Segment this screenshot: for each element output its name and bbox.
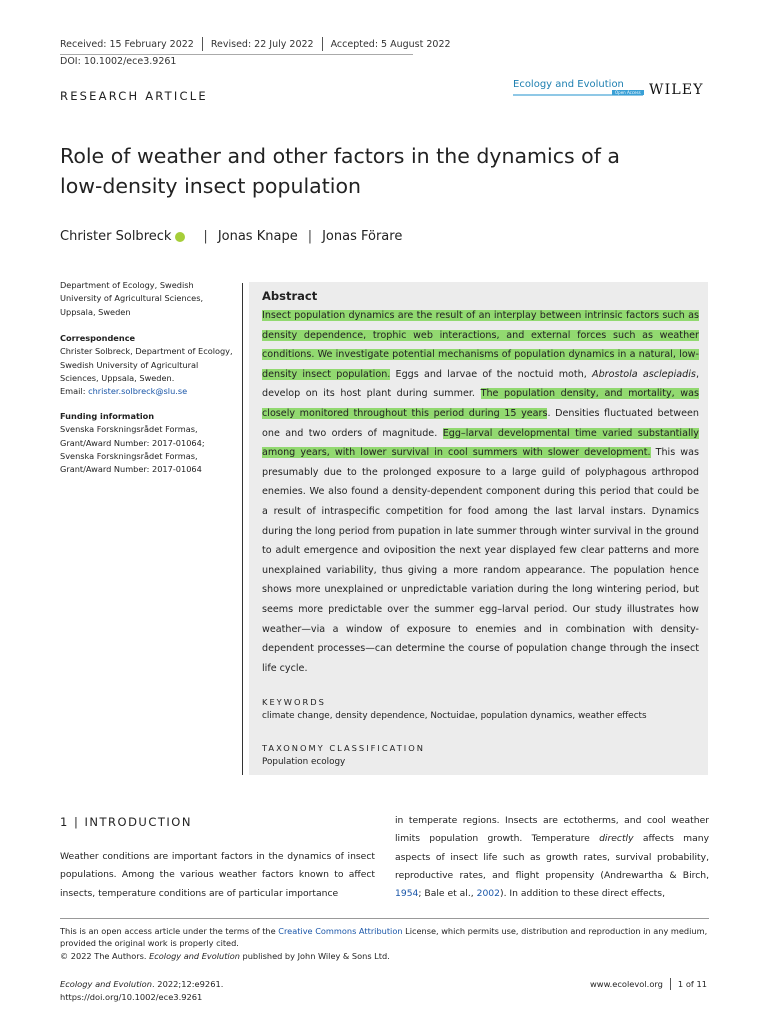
website-link[interactable]: www.ecolevol.org	[590, 979, 663, 989]
highlight: Insect population dynamics are the result of an interplay between intrinsic factors such as density dependence, trophic web interactions, and external forces such as weather conditions. We investigate potential mechanisms of population dynamics in a natural, low-density insect population.	[262, 310, 699, 380]
taxonomy-heading: TAXONOMY CLASSIFICATION	[262, 743, 425, 753]
divider	[670, 978, 671, 990]
author-name[interactable]: Christer Solbreck	[60, 229, 172, 244]
publication-dates	[60, 37, 451, 51]
footer-journal: Ecology and Evolution	[60, 979, 153, 989]
article-title: Role of weather and other factors in the dynamics of a low-density insect population	[60, 144, 620, 198]
body-column-right	[395, 812, 709, 903]
body-segment: ). In addition to these direct effects,	[499, 888, 665, 900]
email-link[interactable]: christer.solbreck@slu.se	[88, 386, 188, 397]
abstract-rule	[242, 283, 243, 775]
license-text: License, which permits use, distribution and reproduction in any medium, provided the original work is properly cited.	[60, 926, 708, 949]
divider: |	[307, 229, 313, 244]
header-rule	[60, 54, 413, 55]
divider	[202, 37, 203, 51]
taxonomy-value: Population ecology	[262, 757, 346, 767]
orcid-icon[interactable]	[175, 232, 185, 242]
correspondence-text: Christer Solbreck, Department of Ecology, Swedish University of Agricultural Sciences, Uppsala, Sweden.	[60, 346, 233, 383]
author-name[interactable]: Jonas Förare	[322, 229, 403, 244]
body-segment: in temperate regions. Insects are ectotherms, and cool weather limits population growth. Temperature	[395, 815, 709, 845]
open-access-tag: Open Access	[612, 90, 644, 95]
license-notice	[60, 925, 709, 962]
abstract-segment: . Densities fluctuated between one and two orders of magnitude.	[262, 407, 699, 439]
citation-footer	[60, 978, 223, 1004]
body-segment: affects many aspects of insect life such as growth rates, survival probability, reproductive rates, and flight propensity (Andrewartha & Birch,	[395, 833, 710, 881]
body-column-left: Weather conditions are important factors in the dynamics of insect populations. Among the various weather factors known to affect insects, temperature conditions are of particular importance	[60, 851, 375, 899]
author-name[interactable]: Jonas Knape	[217, 229, 298, 244]
footer-citation: . 2022;12:e9261.	[152, 979, 224, 989]
license-link[interactable]: Creative Commons Attribution	[278, 926, 403, 936]
abstract-segment: This was presumably due to the prolonged exposure to a large guild of polyphagous arthropod enemies. We also found a density-dependent component during this period that could be a result of intraspecific competition for food among the last larval instars. Dynamics during the long period from pupation in late summer through winter survival in the ground to adult emergence and oviposition the next year displayed few clear patterns and more unexplained variability, thus giving a more random appearance. The population hence shows more unexplained or unpredictable variation during the long wintering period, but seems more predictable over the summer egg–larval period. Our study illustrates how weather—via a window of exposure to enemies and in combination with density-dependent processes—can determine the course of population change through the insect life cycle.	[262, 447, 699, 674]
copyright-publisher: published by John Wiley & Sons Ltd.	[239, 950, 390, 961]
copyright: © 2022 The Authors.	[60, 950, 150, 961]
received-date: Received: 15 February 2022	[60, 38, 194, 50]
publisher-logo[interactable]: WILEY	[649, 82, 704, 98]
footer-doi-link[interactable]: https://doi.org/10.1002/ece3.9261	[60, 992, 203, 1002]
citation-link[interactable]: 2002	[476, 888, 500, 900]
revised-date: Revised: 22 July 2022	[210, 38, 314, 50]
funding-information	[60, 410, 236, 476]
funding-text: Svenska Forskningsrådet Formas, Grant/Award Number: 2017-01064; Svenska Forskningsrådet Formas, Grant/Award Number: 2017-01064	[60, 424, 205, 475]
divider	[322, 37, 323, 51]
footer-rule	[60, 918, 709, 919]
license-text: This is an open access article under the terms of the	[60, 926, 279, 936]
article-type: RESEARCH ARTICLE	[60, 89, 208, 103]
page-footer-right	[590, 978, 707, 990]
accepted-date: Accepted: 5 August 2022	[330, 38, 451, 50]
keywords-heading: KEYWORDS	[262, 697, 326, 707]
divider: |	[203, 229, 208, 244]
funding-heading: Funding information	[60, 411, 155, 421]
species-name: Abrostola asclepiadis	[592, 368, 696, 380]
journal-logo[interactable]: Ecology and Evolution	[513, 79, 624, 90]
abstract-segment: , develop on its host plant during summer.	[262, 368, 699, 400]
page-number: 1 of 11	[677, 979, 708, 989]
highlight: Egg–larval developmental time varied substantially among years, with lower survival in cool summers with slower development.	[262, 427, 699, 459]
copyright-journal: Ecology and Evolution	[149, 950, 240, 961]
email-label: Email:	[60, 386, 89, 397]
doi[interactable]: DOI: 10.1002/ece3.9261	[60, 56, 177, 67]
body-segment: ; Bale et al.,	[418, 888, 477, 900]
correspondence	[60, 332, 236, 398]
correspondence-heading: Correspondence	[60, 333, 136, 343]
citation-link[interactable]: 1954	[395, 888, 419, 900]
abstract-segment: Eggs and larvae of the noctuid moth,	[390, 368, 592, 380]
emphasis: directly	[599, 833, 634, 845]
abstract-heading: Abstract	[262, 289, 318, 303]
abstract-text	[262, 306, 699, 678]
highlight: The population density, and mortality, was closely monitored throughout this period during 15 years	[262, 388, 700, 419]
keywords-list: climate change, density dependence, Noctuidae, population dynamics, weather effects	[262, 711, 647, 721]
author-list	[60, 229, 402, 244]
section-heading: 1 | INTRODUCTION	[60, 815, 192, 829]
affiliation: Department of Ecology, Swedish University of Agricultural Sciences, Uppsala, Sweden	[60, 280, 204, 317]
